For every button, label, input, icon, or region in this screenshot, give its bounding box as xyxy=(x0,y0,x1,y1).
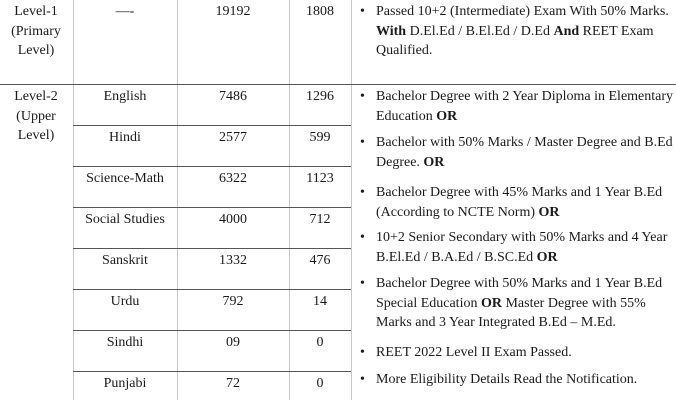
eligibility-item xyxy=(352,274,676,333)
table-cell-posts2: 599 xyxy=(309,130,331,145)
eligibility-item xyxy=(352,228,676,267)
eligibility-text: Bachelor with 50% Marks / Master Degree and B.Ed Degree. OR xyxy=(376,135,673,170)
bullet-icon: • xyxy=(360,345,365,360)
table-cell-posts: 09 xyxy=(226,335,240,350)
level-1-label xyxy=(4,2,68,61)
row-divider xyxy=(73,207,351,208)
row-divider xyxy=(73,125,351,126)
bullet-icon: • xyxy=(360,372,365,387)
level-1-posts: 19192 xyxy=(215,4,251,19)
table-cell-posts2: 0 xyxy=(316,376,324,391)
table-cell-posts2: 1296 xyxy=(306,89,334,104)
eligibility-text: Bachelor Degree with 2 Year Diploma in Elementary Education OR xyxy=(376,89,674,124)
table-cell-posts: 4000 xyxy=(219,212,247,227)
table-cell-posts2: 712 xyxy=(309,212,331,227)
eligibility-text: REET 2022 Level II Exam Passed. xyxy=(376,345,572,360)
table-cell-subject: Science-Math xyxy=(86,171,164,186)
level-sublabel: (Upper Level) xyxy=(16,108,56,143)
table-cell-posts: 2577 xyxy=(219,130,247,145)
table-cell-posts2: 14 xyxy=(313,294,327,309)
eligibility-text: More Eligibility Details Read the Notification. xyxy=(376,372,638,387)
table-cell-posts: 7486 xyxy=(219,89,247,104)
row-divider xyxy=(73,289,351,290)
level-1-subject: —- xyxy=(115,4,135,19)
table-cell-posts: 1332 xyxy=(219,253,247,268)
table-cell-subject: Urdu xyxy=(110,294,140,309)
eligibility-text: Passed 10+2 (Intermediate) Exam With 50% Marks. With D.El.Ed / B.El.Ed / D.Ed And REET Exam Qualified. xyxy=(376,4,669,58)
table-cell-posts: 792 xyxy=(222,294,244,309)
level-1-posts-2: 1808 xyxy=(306,4,334,19)
table-cell-subject: Sindhi xyxy=(106,335,144,350)
eligibility-text: Bachelor Degree with 50% Marks and 1 Year B.Ed Special Education OR Master Degree with 55% Marks and 3 Year Integrated B.Ed – M.Ed. xyxy=(376,276,663,330)
bullet-icon: • xyxy=(360,230,365,245)
eligibility-text: Bachelor Degree with 45% Marks and 1 Year B.Ed (According to NCTE Norm) OR xyxy=(376,185,663,220)
table-cell-subject: Punjabi xyxy=(103,376,147,391)
row-divider xyxy=(73,166,351,167)
row-divider xyxy=(0,84,676,85)
table-cell-posts: 6322 xyxy=(219,171,247,186)
eligibility-item xyxy=(352,343,676,363)
level-2-label xyxy=(4,87,68,146)
table-cell-posts: 72 xyxy=(226,376,240,391)
level-label: Level-1 xyxy=(14,4,58,19)
table-cell-subject: Social Studies xyxy=(85,212,165,227)
level-sublabel: (Primary Level) xyxy=(11,23,61,58)
eligibility-item xyxy=(352,2,674,61)
table-cell-subject: Hindi xyxy=(109,130,141,145)
row-divider xyxy=(73,371,351,372)
bullet-icon: • xyxy=(360,135,365,150)
eligibility-text: 10+2 Senior Secondary with 50% Marks and 4 Year B.El.Ed / B.A.Ed / B.SC.Ed OR xyxy=(376,230,668,265)
bullet-icon: • xyxy=(360,185,365,200)
level-label: Level-2 xyxy=(14,89,58,104)
table-cell-posts2: 476 xyxy=(309,253,331,268)
table-cell-subject: Sanskrit xyxy=(102,253,148,268)
table-cell-posts2: 1123 xyxy=(306,171,334,186)
table-cell-subject: English xyxy=(103,89,147,104)
bullet-icon: • xyxy=(360,4,365,19)
row-divider xyxy=(73,330,351,331)
bullet-icon: • xyxy=(360,276,365,291)
eligibility-item xyxy=(352,370,676,390)
eligibility-item xyxy=(352,133,676,172)
row-divider xyxy=(73,248,351,249)
table-cell-posts2: 0 xyxy=(316,335,324,350)
eligibility-item xyxy=(352,87,676,126)
eligibility-item xyxy=(352,183,676,222)
bullet-icon: • xyxy=(360,89,365,104)
